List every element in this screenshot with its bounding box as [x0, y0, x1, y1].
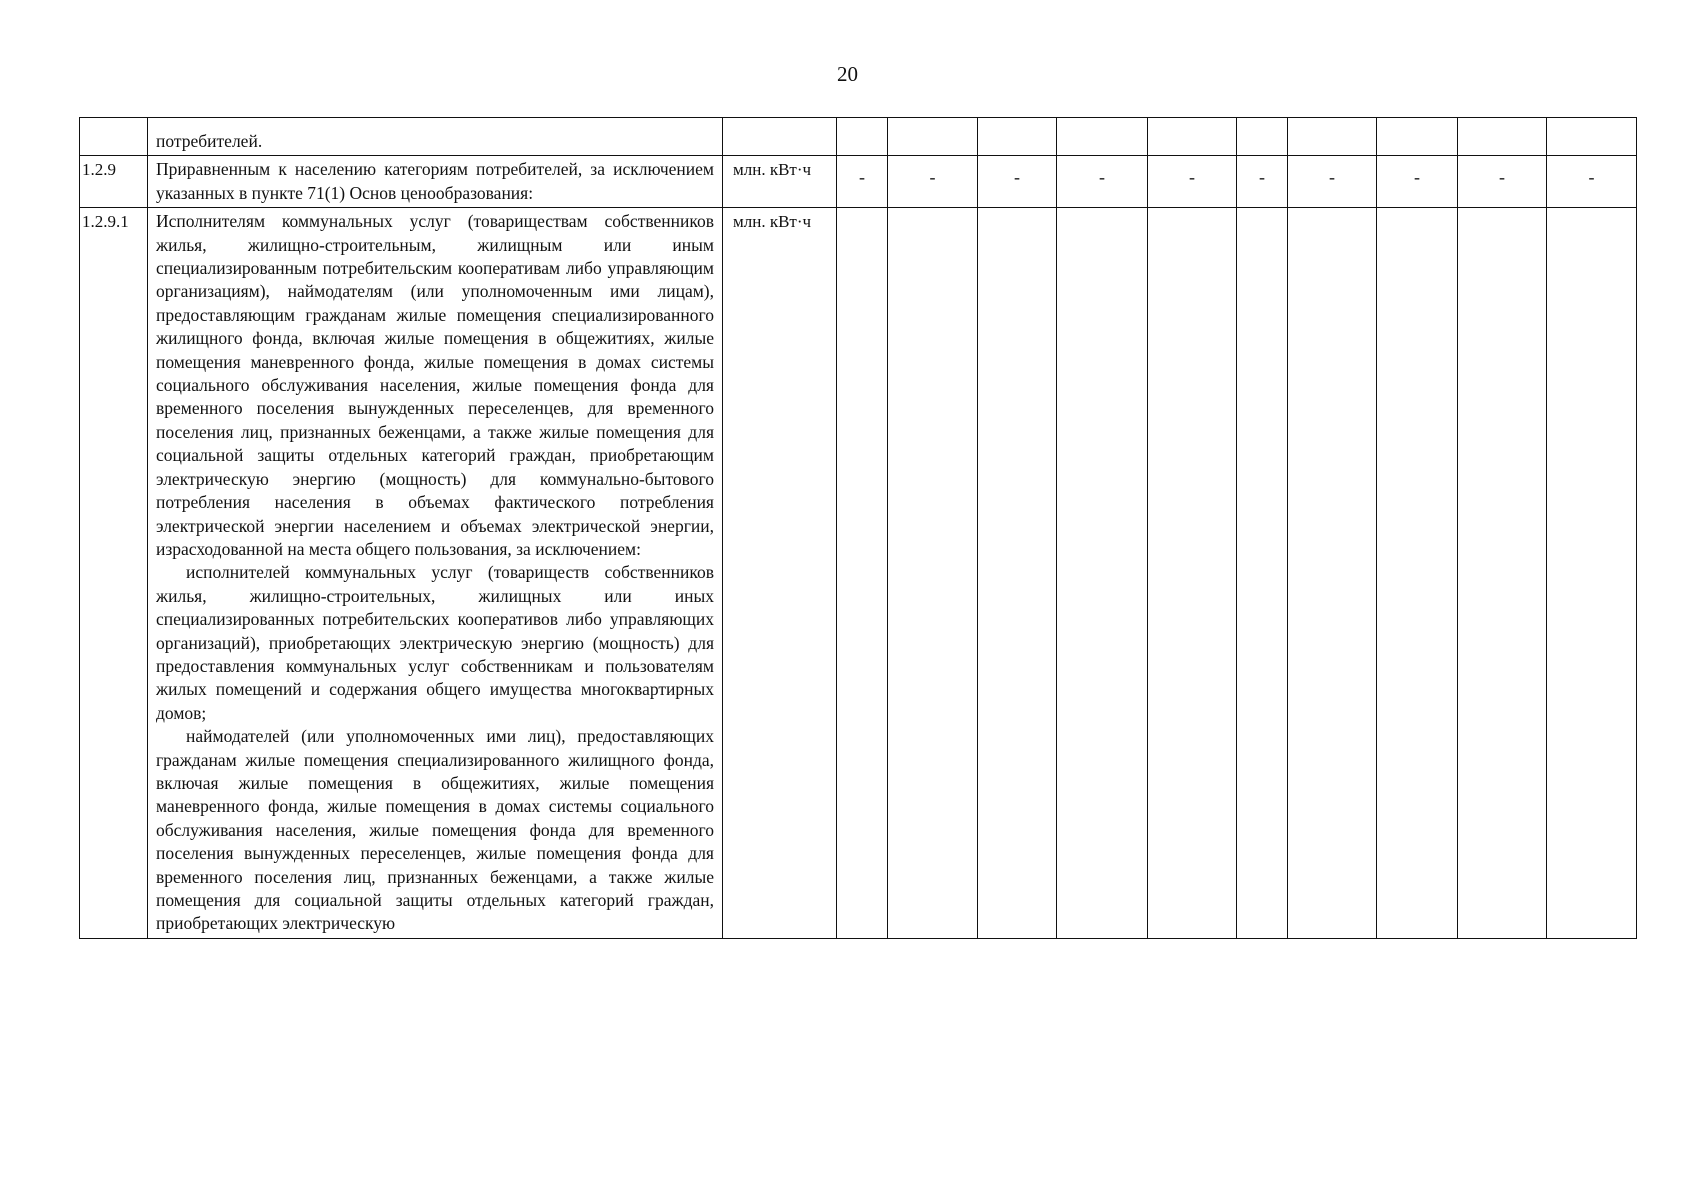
value-cell: -	[888, 156, 978, 208]
description-paragraph: исполнителей коммунальных услуг (товариществ собственников жилья, жилищно-строительных, жилищных или иных специализированных потребительских кооперативов либо управляющих организаций), приобретающих электрическую энергию (мощность) для предоставления коммунальных услуг собственникам и пользователям жилых помещений и содержания общего имущества многоквартирных домов;	[156, 562, 714, 723]
row-description	[148, 156, 723, 208]
description-paragraph: наймодателей (или уполномоченных ими лиц), предоставляющих гражданам жилые помещения специализированного жилищного фонда, включая жилые помещения в общежитиях, жилые помещения маневренного фонда, жилые помещения в домах системы социального обслуживания населения, жилые помещения фонда для временного поселения вынужденных переселенцев, жилые помещения фонда для временного поселения лиц, признанных беженцами, а также жилые помещения для социальной защиты отдельных категорий граждан, приобретающих электрическую	[156, 726, 714, 934]
table-row	[80, 156, 1637, 208]
row-description	[148, 208, 723, 939]
value-cell	[1458, 208, 1547, 939]
value-cell: -	[1148, 156, 1237, 208]
value-cell	[1057, 208, 1148, 939]
row-number: 1.2.9.1	[80, 208, 148, 939]
value-cell	[837, 118, 888, 156]
value-cell	[1377, 118, 1458, 156]
row-unit: млн. кВт·ч	[723, 208, 837, 939]
value-cell: -	[1458, 156, 1547, 208]
value-cell: -	[1377, 156, 1458, 208]
value-cell	[1377, 208, 1458, 939]
value-cell	[1148, 208, 1237, 939]
value-cell: -	[1237, 156, 1288, 208]
row-unit	[723, 118, 837, 156]
value-cell	[837, 208, 888, 939]
description-paragraph: Приравненным к населению категориям потребителей, за исключением указанных в пункте 71(1) Основ ценообразования:	[156, 159, 714, 203]
value-cell	[1547, 118, 1637, 156]
value-cell	[1148, 118, 1237, 156]
value-cell	[978, 208, 1057, 939]
row-number	[80, 118, 148, 156]
value-cell	[1237, 118, 1288, 156]
value-cell: -	[1288, 156, 1377, 208]
tariff-table	[79, 117, 1637, 939]
value-cell	[978, 118, 1057, 156]
row-unit: млн. кВт·ч	[723, 156, 837, 208]
table-row	[80, 118, 1637, 156]
value-cell	[1547, 208, 1637, 939]
value-cell	[1057, 118, 1148, 156]
value-cell: -	[1057, 156, 1148, 208]
value-cell	[1288, 118, 1377, 156]
page-number: 20	[837, 62, 858, 86]
description-paragraph: Исполнителям коммунальных услуг (товариществам собственников жилья, жилищно-строительным, жилищным или иным специализированным потребительским кооперативам либо управляющим организациям), наймодателям (или уполномоченным ими лицам), предоставляющим гражданам жилые помещения специализированного жилищного фонда, включая жилые помещения в общежитиях, жилые помещения маневренного фонда, жилые помещения в домах системы социального обслуживания населения, жилые помещения фонда для временного поселения вынужденных переселенцев, для временного поселения лиц, признанных беженцами, а также жилые помещения для социальной защиты отдельных категорий граждан, приобретающим электрическую энергию (мощность) для коммунально-бытового потребления населения в объемах фактического потребления электрической энергии населением и объемах электрической энергии, израсходованной на места общего пользования, за исключением:	[156, 211, 714, 559]
value-cell: -	[837, 156, 888, 208]
table-row	[80, 208, 1637, 939]
value-cell	[1458, 118, 1547, 156]
value-cell: -	[1547, 156, 1637, 208]
value-cell: -	[978, 156, 1057, 208]
description-paragraph: потребителей.	[156, 131, 263, 151]
value-cell	[888, 208, 978, 939]
value-cell	[1288, 208, 1377, 939]
row-number: 1.2.9	[80, 156, 148, 208]
row-description	[148, 118, 723, 156]
value-cell	[1237, 208, 1288, 939]
value-cell	[888, 118, 978, 156]
